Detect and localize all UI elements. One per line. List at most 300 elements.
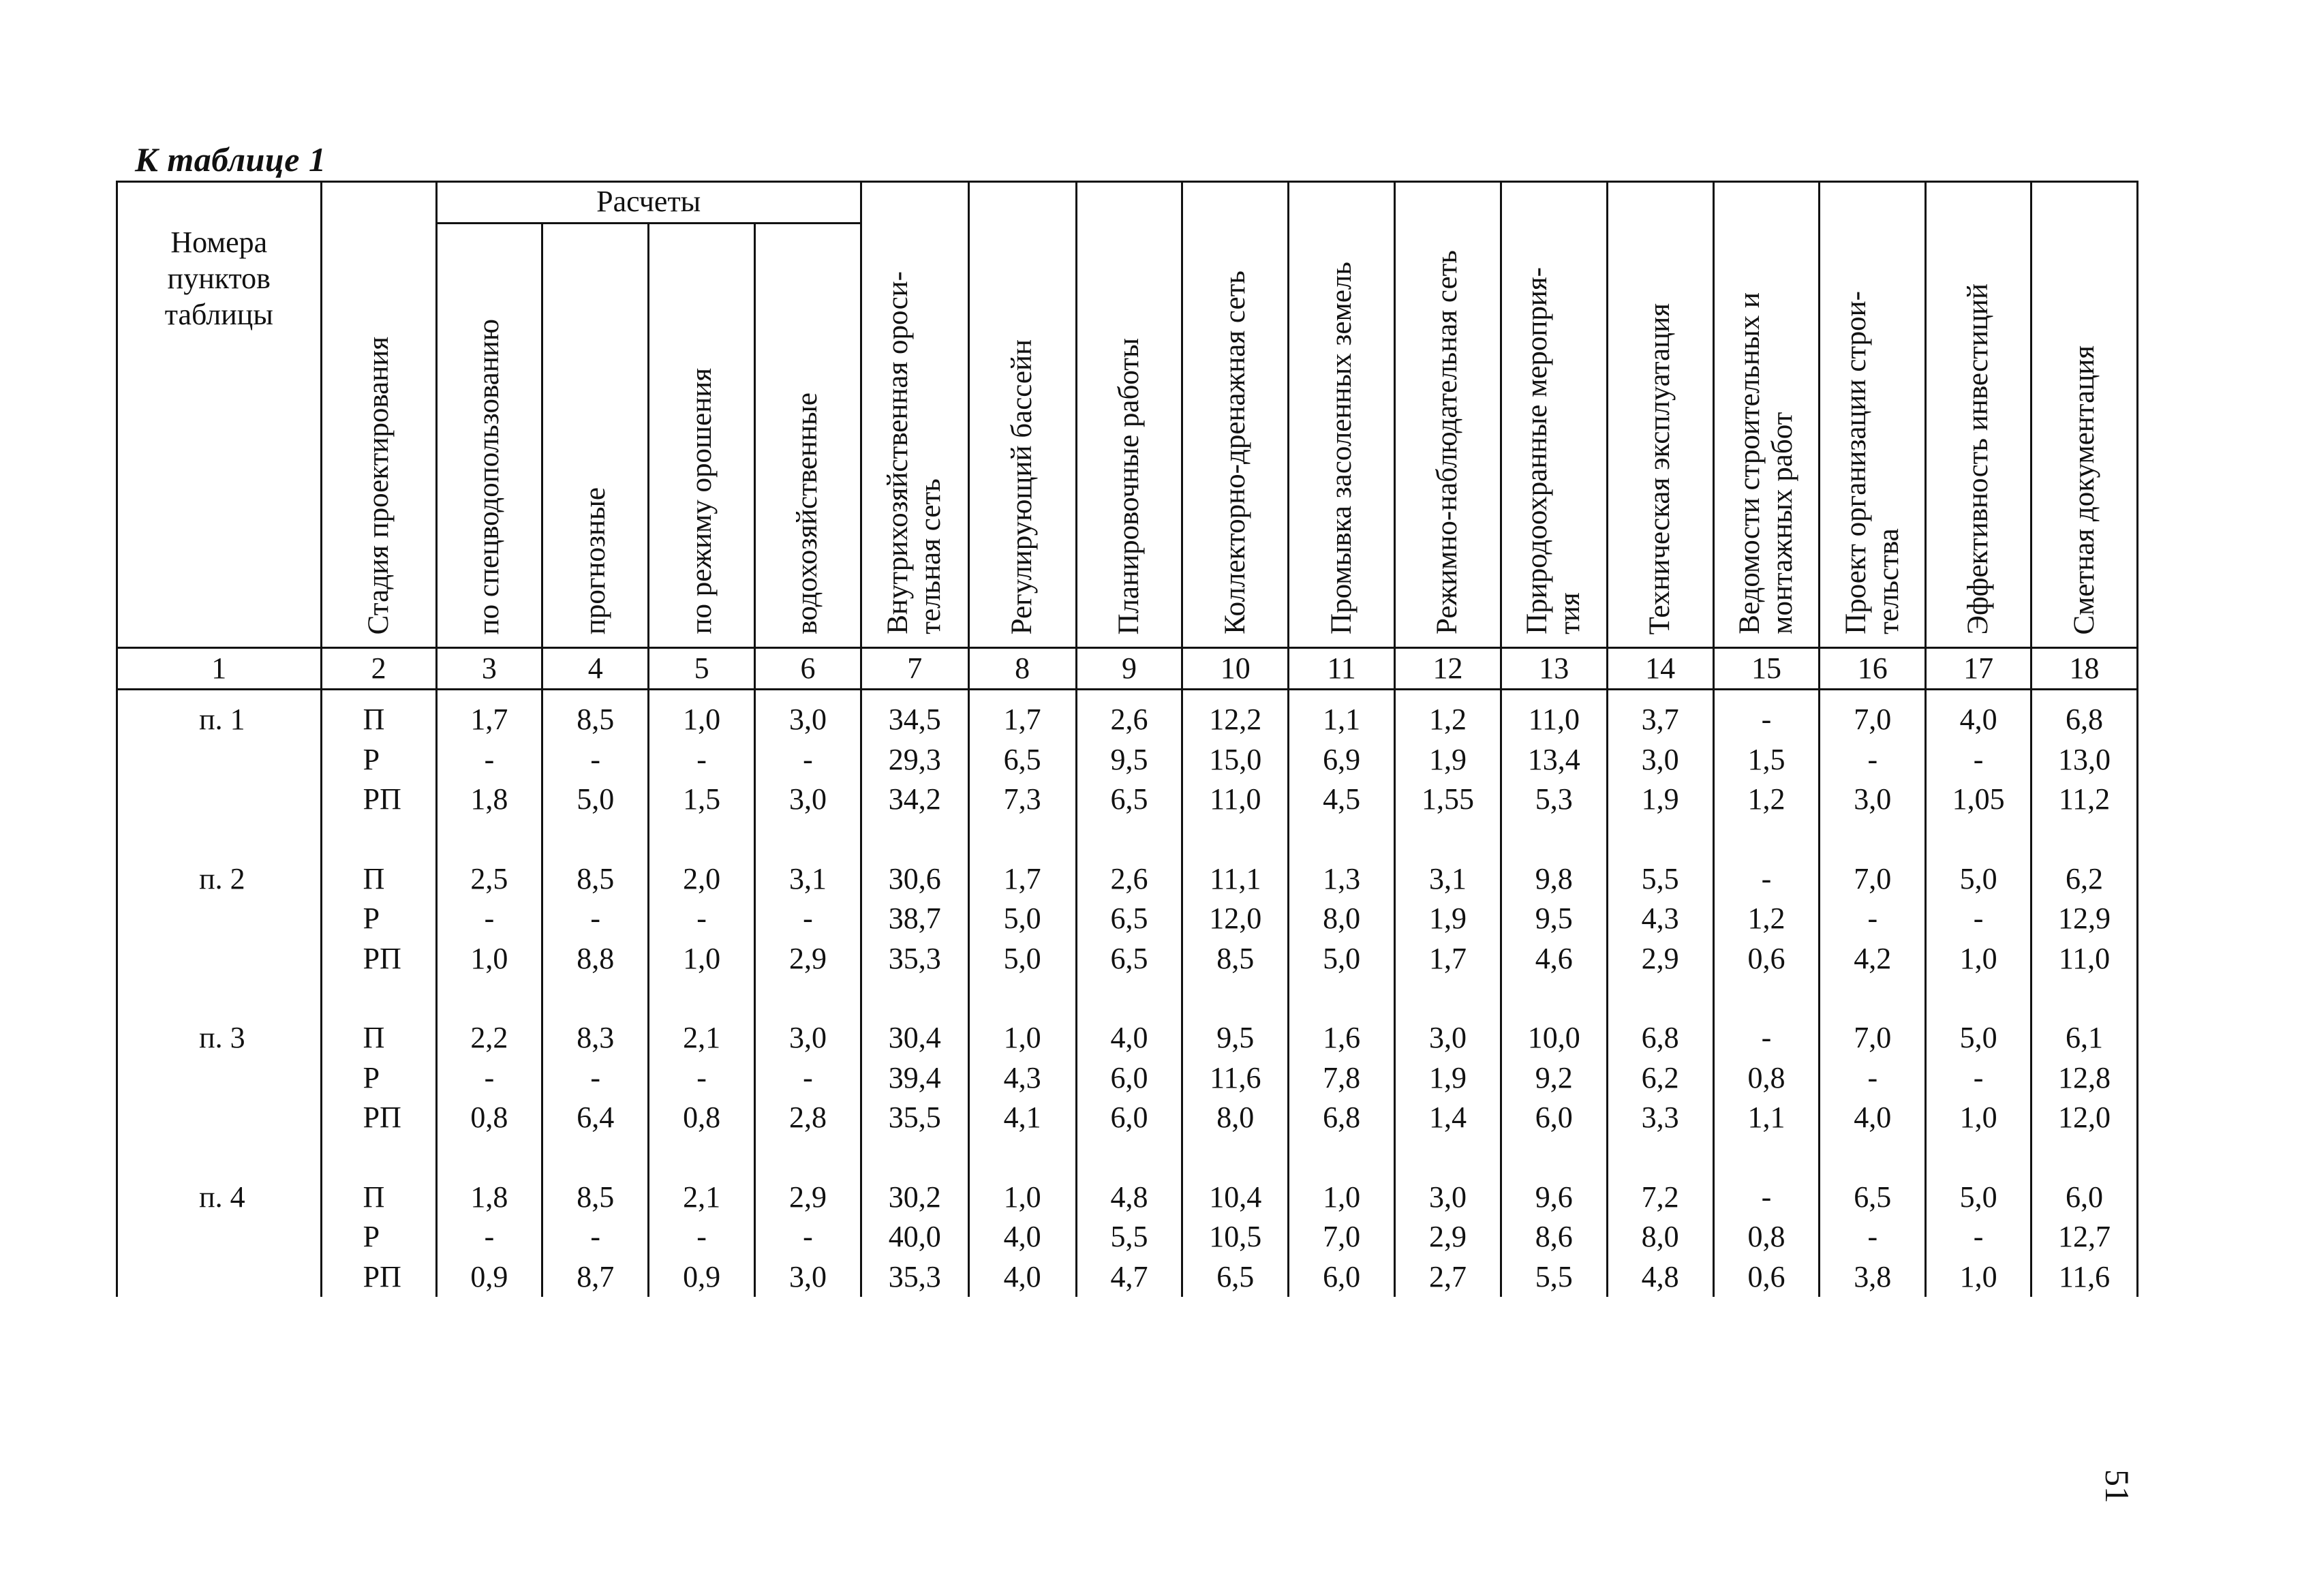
value-cell: -: [542, 899, 649, 939]
table-row: [117, 1178, 2138, 1218]
value-cell: 2,0: [649, 859, 755, 900]
column-number: 11: [1289, 648, 1395, 690]
value-cell: 6,8: [2031, 690, 2138, 740]
value-cell: -: [542, 1058, 649, 1099]
value-cell: 6,5: [968, 740, 1076, 780]
value-cell: 13,4: [1501, 740, 1607, 780]
value-cell: 3,0: [755, 780, 861, 820]
value-cell: 6,2: [1607, 1058, 1713, 1099]
value-cell: 1,0: [968, 1018, 1076, 1058]
value-cell: 3,0: [755, 1257, 861, 1298]
header-col-9: Планировочные работы: [1076, 182, 1182, 648]
data-table: [116, 181, 2138, 1297]
value-cell: -: [1713, 859, 1820, 900]
value-cell: 6,5: [1182, 1257, 1289, 1298]
spacer-cell: [1713, 979, 1820, 1018]
value-cell: 3,3: [1607, 1098, 1713, 1138]
value-cell: 1,9: [1395, 1058, 1501, 1099]
value-cell: 1,7: [968, 690, 1076, 740]
value-cell: -: [436, 1217, 542, 1257]
group-spacer: [117, 979, 2138, 1018]
spacer-cell: [117, 979, 322, 1018]
header-col-14: Техническая эксплуатация: [1607, 182, 1713, 648]
value-cell: 2,9: [1395, 1217, 1501, 1257]
table-row: [117, 690, 2138, 740]
value-cell: 8,7: [542, 1257, 649, 1298]
value-cell: 1,0: [436, 939, 542, 979]
value-cell: 4,0: [1926, 690, 2031, 740]
value-cell: 5,5: [1076, 1217, 1182, 1257]
value-cell: 3,0: [755, 690, 861, 740]
value-cell: 4,8: [1076, 1178, 1182, 1218]
value-cell: 29,3: [861, 740, 968, 780]
point-number-cell: [117, 939, 322, 979]
value-cell: 4,1: [968, 1098, 1076, 1138]
value-cell: 5,5: [1501, 1257, 1607, 1298]
value-cell: 6,2: [2031, 859, 2138, 900]
value-cell: 2,9: [755, 939, 861, 979]
value-cell: 5,0: [1289, 939, 1395, 979]
value-cell: -: [755, 740, 861, 780]
value-cell: 3,0: [1607, 740, 1713, 780]
value-cell: 6,0: [2031, 1178, 2138, 1218]
value-cell: 1,4: [1395, 1098, 1501, 1138]
stage-cell: Р: [321, 899, 436, 939]
spacer-cell: [755, 820, 861, 859]
value-cell: 9,2: [1501, 1058, 1607, 1099]
value-cell: 3,0: [1395, 1178, 1501, 1218]
value-cell: 40,0: [861, 1217, 968, 1257]
value-cell: 7,8: [1289, 1058, 1395, 1099]
stage-cell: Р: [321, 1058, 436, 1099]
value-cell: 7,0: [1820, 1018, 1926, 1058]
spacer-cell: [968, 1138, 1076, 1178]
value-cell: 6,8: [1607, 1018, 1713, 1058]
value-cell: 11,0: [1501, 690, 1607, 740]
value-cell: 7,3: [968, 780, 1076, 820]
value-cell: 2,2: [436, 1018, 542, 1058]
value-cell: 3,0: [755, 1018, 861, 1058]
stage-cell: РП: [321, 1257, 436, 1298]
spacer-cell: [1289, 979, 1395, 1018]
value-cell: 0,8: [649, 1098, 755, 1138]
value-cell: 10,5: [1182, 1217, 1289, 1257]
stage-cell: РП: [321, 780, 436, 820]
value-cell: 1,9: [1607, 780, 1713, 820]
spacer-cell: [321, 1138, 436, 1178]
point-number-cell: [117, 780, 322, 820]
value-cell: -: [542, 1217, 649, 1257]
spacer-cell: [542, 820, 649, 859]
value-cell: 7,2: [1607, 1178, 1713, 1218]
value-cell: -: [649, 1058, 755, 1099]
value-cell: 4,5: [1289, 780, 1395, 820]
value-cell: 1,1: [1713, 1098, 1820, 1138]
value-cell: 1,8: [436, 780, 542, 820]
value-cell: 0,8: [436, 1098, 542, 1138]
column-number: 6: [755, 648, 861, 690]
value-cell: 9,6: [1501, 1178, 1607, 1218]
column-number: 18: [2031, 648, 2138, 690]
spacer-cell: [1607, 1138, 1713, 1178]
value-cell: 6,1: [2031, 1018, 2138, 1058]
spacer-cell: [755, 979, 861, 1018]
spacer-cell: [1820, 1138, 1926, 1178]
value-cell: 12,0: [1182, 899, 1289, 939]
value-cell: 8,5: [1182, 939, 1289, 979]
value-cell: 8,0: [1182, 1098, 1289, 1138]
spacer-cell: [1182, 820, 1289, 859]
value-cell: 11,6: [1182, 1058, 1289, 1099]
value-cell: 3,0: [1820, 780, 1926, 820]
value-cell: -: [1820, 1058, 1926, 1099]
table-row: [117, 740, 2138, 780]
value-cell: 6,9: [1289, 740, 1395, 780]
column-number: 3: [436, 648, 542, 690]
value-cell: 2,5: [436, 859, 542, 900]
stage-cell: Р: [321, 1217, 436, 1257]
value-cell: 10,4: [1182, 1178, 1289, 1218]
value-cell: 1,2: [1395, 690, 1501, 740]
header-col-15: Ведомости строительных и монтажных работ: [1713, 182, 1820, 648]
value-cell: 2,1: [649, 1018, 755, 1058]
table-row: [117, 1217, 2138, 1257]
spacer-cell: [968, 979, 1076, 1018]
value-cell: 4,2: [1820, 939, 1926, 979]
value-cell: 6,0: [1501, 1098, 1607, 1138]
header-col-4: прогнозные: [542, 224, 649, 648]
value-cell: -: [1820, 740, 1926, 780]
spacer-cell: [649, 979, 755, 1018]
spacer-cell: [2031, 1138, 2138, 1178]
value-cell: 1,05: [1926, 780, 2031, 820]
value-cell: 1,0: [1289, 1178, 1395, 1218]
value-cell: 3,7: [1607, 690, 1713, 740]
point-number-cell: п. 4: [117, 1178, 322, 1218]
point-number-cell: п. 2: [117, 859, 322, 900]
value-cell: 1,7: [968, 859, 1076, 900]
spacer-cell: [1076, 820, 1182, 859]
value-cell: -: [1926, 1058, 2031, 1099]
point-number-cell: п. 3: [117, 1018, 322, 1058]
spacer-cell: [755, 1138, 861, 1178]
value-cell: 1,1: [1289, 690, 1395, 740]
value-cell: 1,9: [1395, 740, 1501, 780]
header-col-3: по спецводопользованию: [436, 224, 542, 648]
value-cell: 5,3: [1501, 780, 1607, 820]
header-col-10: Коллекторно-дренажная сеть: [1182, 182, 1289, 648]
value-cell: 11,0: [1182, 780, 1289, 820]
value-cell: -: [649, 740, 755, 780]
spacer-cell: [1182, 1138, 1289, 1178]
value-cell: 2,8: [755, 1098, 861, 1138]
spacer-cell: [649, 1138, 755, 1178]
value-cell: 2,9: [755, 1178, 861, 1218]
value-cell: 30,4: [861, 1018, 968, 1058]
point-number-cell: [117, 1217, 322, 1257]
header-col-11: Промывка засоленных земель: [1289, 182, 1395, 648]
column-number: 15: [1713, 648, 1820, 690]
value-cell: 11,0: [2031, 939, 2138, 979]
value-cell: 1,55: [1395, 780, 1501, 820]
table-row: [117, 1098, 2138, 1138]
point-number-cell: [117, 899, 322, 939]
value-cell: 2,9: [1607, 939, 1713, 979]
value-cell: -: [436, 1058, 542, 1099]
value-cell: 6,5: [1820, 1178, 1926, 1218]
value-cell: 0,8: [1713, 1217, 1820, 1257]
value-cell: -: [1713, 1178, 1820, 1218]
value-cell: 6,5: [1076, 899, 1182, 939]
header-col-12: Режимно-наблюдательная сеть: [1395, 182, 1501, 648]
stage-cell: РП: [321, 939, 436, 979]
value-cell: -: [1926, 1217, 2031, 1257]
spacer-cell: [436, 979, 542, 1018]
value-cell: 9,8: [1501, 859, 1607, 900]
value-cell: 5,5: [1607, 859, 1713, 900]
value-cell: 10,0: [1501, 1018, 1607, 1058]
point-number-cell: [117, 1058, 322, 1099]
header-col-7: Внутрихозяйственная ороси- тельная сеть: [861, 182, 968, 648]
value-cell: 9,5: [1182, 1018, 1289, 1058]
value-cell: 6,4: [542, 1098, 649, 1138]
value-cell: 1,0: [968, 1178, 1076, 1218]
value-cell: 5,0: [1926, 859, 2031, 900]
table-row: [117, 780, 2138, 820]
table-row: [117, 859, 2138, 900]
spacer-cell: [436, 1138, 542, 1178]
value-cell: 4,3: [1607, 899, 1713, 939]
spacer-cell: [1501, 979, 1607, 1018]
value-cell: 5,0: [1926, 1178, 2031, 1218]
value-cell: 11,6: [2031, 1257, 2138, 1298]
value-cell: 6,0: [1076, 1058, 1182, 1099]
value-cell: 8,3: [542, 1018, 649, 1058]
column-number: 8: [968, 648, 1076, 690]
value-cell: 8,0: [1289, 899, 1395, 939]
spacer-cell: [2031, 820, 2138, 859]
value-cell: 1,2: [1713, 899, 1820, 939]
column-number: 5: [649, 648, 755, 690]
column-numbers-row: [117, 648, 2138, 690]
value-cell: -: [755, 899, 861, 939]
value-cell: 1,8: [436, 1178, 542, 1218]
value-cell: 0,9: [649, 1257, 755, 1298]
point-number-cell: п. 1: [117, 690, 322, 740]
value-cell: 0,6: [1713, 1257, 1820, 1298]
spacer-cell: [1820, 820, 1926, 859]
table-caption: К таблице 1: [135, 140, 326, 179]
spacer-cell: [1607, 820, 1713, 859]
header-calculations-group: Расчеты: [436, 182, 861, 224]
table-row: [117, 939, 2138, 979]
column-number: 2: [321, 648, 436, 690]
header-col-13: Природоохранные мероприя- тия: [1501, 182, 1607, 648]
value-cell: 35,3: [861, 939, 968, 979]
header-design-stage: Стадия проектирования: [321, 182, 436, 648]
value-cell: -: [649, 1217, 755, 1257]
header-point-numbers: Номера пунктов таблицы: [117, 182, 322, 648]
value-cell: 8,0: [1607, 1217, 1713, 1257]
column-number: 13: [1501, 648, 1607, 690]
value-cell: 11,1: [1182, 859, 1289, 900]
value-cell: 6,0: [1289, 1257, 1395, 1298]
value-cell: 34,5: [861, 690, 968, 740]
value-cell: 6,5: [1076, 939, 1182, 979]
value-cell: -: [1713, 1018, 1820, 1058]
value-cell: 3,1: [1395, 859, 1501, 900]
spacer-cell: [436, 820, 542, 859]
column-number: 16: [1820, 648, 1926, 690]
value-cell: 0,9: [436, 1257, 542, 1298]
table-row: [117, 1058, 2138, 1099]
spacer-cell: [1713, 820, 1820, 859]
spacer-cell: [1926, 1138, 2031, 1178]
value-cell: 2,6: [1076, 859, 1182, 900]
value-cell: 30,6: [861, 859, 968, 900]
spacer-cell: [1289, 820, 1395, 859]
value-cell: 11,2: [2031, 780, 2138, 820]
value-cell: 35,5: [861, 1098, 968, 1138]
value-cell: 9,5: [1501, 899, 1607, 939]
header-col-17: Эффективность инвестиций: [1926, 182, 2031, 648]
column-number: 17: [1926, 648, 2031, 690]
value-cell: 4,0: [968, 1217, 1076, 1257]
header-col-6: водохозяйственные: [755, 224, 861, 648]
column-number: 4: [542, 648, 649, 690]
column-number: 10: [1182, 648, 1289, 690]
value-cell: -: [436, 899, 542, 939]
value-cell: 5,0: [542, 780, 649, 820]
value-cell: -: [1926, 899, 2031, 939]
spacer-cell: [117, 1138, 322, 1178]
value-cell: -: [1820, 899, 1926, 939]
value-cell: 2,7: [1395, 1257, 1501, 1298]
value-cell: 4,0: [1076, 1018, 1182, 1058]
spacer-cell: [321, 979, 436, 1018]
value-cell: 2,1: [649, 1178, 755, 1218]
value-cell: -: [755, 1217, 861, 1257]
value-cell: 12,2: [1182, 690, 1289, 740]
spacer-cell: [542, 1138, 649, 1178]
spacer-cell: [1395, 820, 1501, 859]
value-cell: 7,0: [1820, 859, 1926, 900]
value-cell: 5,0: [968, 899, 1076, 939]
value-cell: 1,7: [1395, 939, 1501, 979]
column-number: 7: [861, 648, 968, 690]
spacer-cell: [968, 820, 1076, 859]
header-col-8: Регулирующий бассейн: [968, 182, 1076, 648]
value-cell: 1,6: [1289, 1018, 1395, 1058]
value-cell: 3,1: [755, 859, 861, 900]
value-cell: 9,5: [1076, 740, 1182, 780]
spacer-cell: [1607, 979, 1713, 1018]
point-number-cell: [117, 1257, 322, 1298]
value-cell: 6,0: [1076, 1098, 1182, 1138]
spacer-cell: [1501, 1138, 1607, 1178]
value-cell: 39,4: [861, 1058, 968, 1099]
spacer-cell: [861, 979, 968, 1018]
spacer-cell: [1501, 820, 1607, 859]
stage-cell: РП: [321, 1098, 436, 1138]
value-cell: 12,8: [2031, 1058, 2138, 1099]
table-row: [117, 899, 2138, 939]
point-number-cell: [117, 740, 322, 780]
table-header: [117, 182, 2138, 690]
value-cell: 38,7: [861, 899, 968, 939]
value-cell: 8,6: [1501, 1217, 1607, 1257]
value-cell: 4,0: [968, 1257, 1076, 1298]
point-number-cell: [117, 1098, 322, 1138]
spacer-cell: [1820, 979, 1926, 1018]
stage-cell: П: [321, 1018, 436, 1058]
value-cell: 13,0: [2031, 740, 2138, 780]
stage-cell: П: [321, 1178, 436, 1218]
value-cell: 1,0: [1926, 1257, 2031, 1298]
value-cell: 8,8: [542, 939, 649, 979]
stage-cell: П: [321, 690, 436, 740]
table-row: [117, 1018, 2138, 1058]
spacer-cell: [1926, 979, 2031, 1018]
column-number: 14: [1607, 648, 1713, 690]
table-body: [117, 690, 2138, 1298]
value-cell: 1,5: [649, 780, 755, 820]
spacer-cell: [321, 820, 436, 859]
spacer-cell: [1926, 820, 2031, 859]
spacer-cell: [1076, 1138, 1182, 1178]
spacer-cell: [649, 820, 755, 859]
value-cell: -: [1713, 690, 1820, 740]
value-cell: 8,5: [542, 1178, 649, 1218]
spacer-cell: [1713, 1138, 1820, 1178]
value-cell: 1,5: [1713, 740, 1820, 780]
spacer-cell: [1182, 979, 1289, 1018]
value-cell: 6,8: [1289, 1098, 1395, 1138]
stage-cell: П: [321, 859, 436, 900]
value-cell: 0,8: [1713, 1058, 1820, 1099]
value-cell: 6,5: [1076, 780, 1182, 820]
column-number: 9: [1076, 648, 1182, 690]
value-cell: -: [542, 740, 649, 780]
value-cell: 2,6: [1076, 690, 1182, 740]
value-cell: -: [1926, 740, 2031, 780]
value-cell: 1,7: [436, 690, 542, 740]
value-cell: 5,0: [968, 939, 1076, 979]
value-cell: -: [649, 899, 755, 939]
value-cell: 12,7: [2031, 1217, 2138, 1257]
value-cell: 15,0: [1182, 740, 1289, 780]
header-col-18: Сметная документация: [2031, 182, 2138, 648]
value-cell: 12,9: [2031, 899, 2138, 939]
value-cell: 4,6: [1501, 939, 1607, 979]
value-cell: 7,0: [1289, 1217, 1395, 1257]
value-cell: 35,3: [861, 1257, 968, 1298]
spacer-cell: [1395, 1138, 1501, 1178]
value-cell: 1,0: [1926, 939, 2031, 979]
value-cell: 12,0: [2031, 1098, 2138, 1138]
spacer-cell: [117, 820, 322, 859]
value-cell: 8,5: [542, 690, 649, 740]
value-cell: 5,0: [1926, 1018, 2031, 1058]
stage-cell: Р: [321, 740, 436, 780]
spacer-cell: [2031, 979, 2138, 1018]
spacer-cell: [1076, 979, 1182, 1018]
spacer-cell: [542, 979, 649, 1018]
table-row: [117, 1257, 2138, 1298]
value-cell: 1,0: [649, 939, 755, 979]
value-cell: 34,2: [861, 780, 968, 820]
header-col-5: по режиму орошения: [649, 224, 755, 648]
